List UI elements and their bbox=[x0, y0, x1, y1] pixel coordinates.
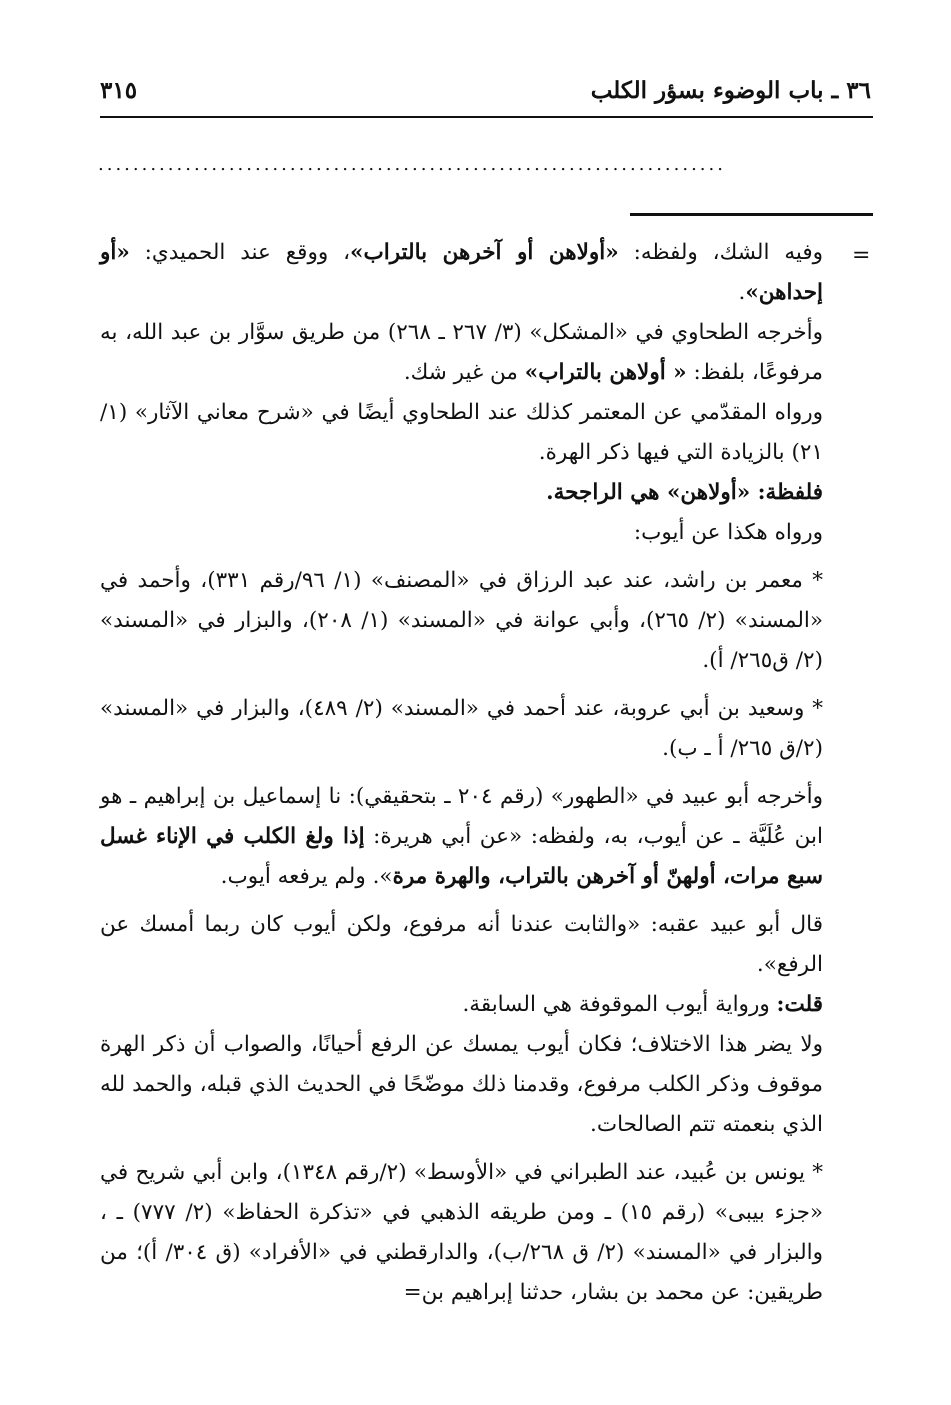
paragraph: قلت: ورواية أيوب الموقوفة هي السابقة. bbox=[462, 992, 823, 1017]
paragraph: وأخرجه أبو عبيد في «الطهور» (رقم ٢٠٤ ـ بتحقيقي): نا إسماعيل بن إبراهيم ـ هو ابن عُلَيَّة ـ عن أيوب، به، ولفظه: «عن أبي هريرة: إذا ولغ الكلب في الإناء غسل سبع مرات، أولهنّ أو آخرهن بالتراب، والهرة مرة». ولم يرفعه أيوب. bbox=[100, 784, 823, 889]
list-item: * معمر بن راشد، عند عبد الرزاق في «المصنف» (١/ ٩٦/رقم ٣٣١)، وأحمد في «المسند» (٢/ ٢٦٥)، وأبي عوانة في «المسند» (١/ ٢٠٨)، والبزار في «المسند» (٢/ ق٢٦٥/ أ). bbox=[100, 568, 824, 673]
header-rule bbox=[100, 116, 873, 118]
paragraph: وأخرجه الطحاوي في «المشكل» (٣/ ٢٦٧ ـ ٢٦٨) من طريق سوَّار بن عبد الله، به مرفوعًا، بلفظ: « أولاهن بالتراب» من غير شك. bbox=[100, 320, 823, 385]
chapter-title: ٣٦ ـ باب الوضوء بسؤر الكلب bbox=[590, 76, 871, 104]
paragraph: قال أبو عبيد عقبه: «والثابت عندنا أنه مرفوع، ولكن أيوب كان ربما أمسك عن الرفع». bbox=[100, 912, 823, 977]
paragraph: ولا يضر هذا الاختلاف؛ فكان أيوب يمسك عن الرفع أحيانًا، والصواب أن ذكر الهرة موقوف وذكر الكلب مرفوع، وقدمنا ذلك موضّحًا في الحديث الذي قبله، والحمد لله الذي بنعمته تتم الصالحات. bbox=[100, 1032, 823, 1137]
page-header bbox=[100, 70, 871, 110]
paragraph: فلفظة: «أولاهن» هي الراجحة. bbox=[546, 480, 823, 505]
paragraph: ورواه المقدّمي عن المعتمر كذلك عند الطحاوي أيضًا في «شرح معاني الآثار» (١/ ٢١) بالزيادة التي فيها ذكر الهرة. bbox=[100, 400, 823, 465]
paragraph: ورواه هكذا عن أيوب: bbox=[633, 520, 823, 545]
page-number: ٣١٥ bbox=[100, 76, 138, 104]
continuation-mark: = bbox=[852, 243, 871, 268]
dotted-separator: ........................................................................ bbox=[98, 155, 726, 175]
footnote-body bbox=[100, 233, 823, 1313]
list-item: * وسعيد بن أبي عروبة، عند أحمد في «المسند» (٢/ ٤٨٩)، والبزار في «المسند» (٢/ق ٢٦٥/ أ ـ ب). bbox=[100, 696, 824, 761]
paragraph: وفيه الشك، ولفظه: «أولاهن أو آخرهن بالتراب»، ووقع عند الحميدي: «أو إحداهن». bbox=[100, 240, 823, 305]
footnote-rule bbox=[630, 213, 873, 216]
list-item: * يونس بن عُبيد، عند الطبراني في «الأوسط» (٢/رقم ١٣٤٨)، وابن أبي شريح في «جزء بيبى» (رقم ١٥) ـ ومن طريقه الذهبي في «تذكرة الحفاظ» (٢/ ٧٧٧) ـ ، والبزار في «المسند» (٢/ ق ٢٦٨/ب)، والدارقطني في «الأفراد» (ق ٣٠٤/ أ)؛ من طريقين: عن محمد بن بشار، حدثنا إبراهيم بن= bbox=[100, 1160, 824, 1305]
